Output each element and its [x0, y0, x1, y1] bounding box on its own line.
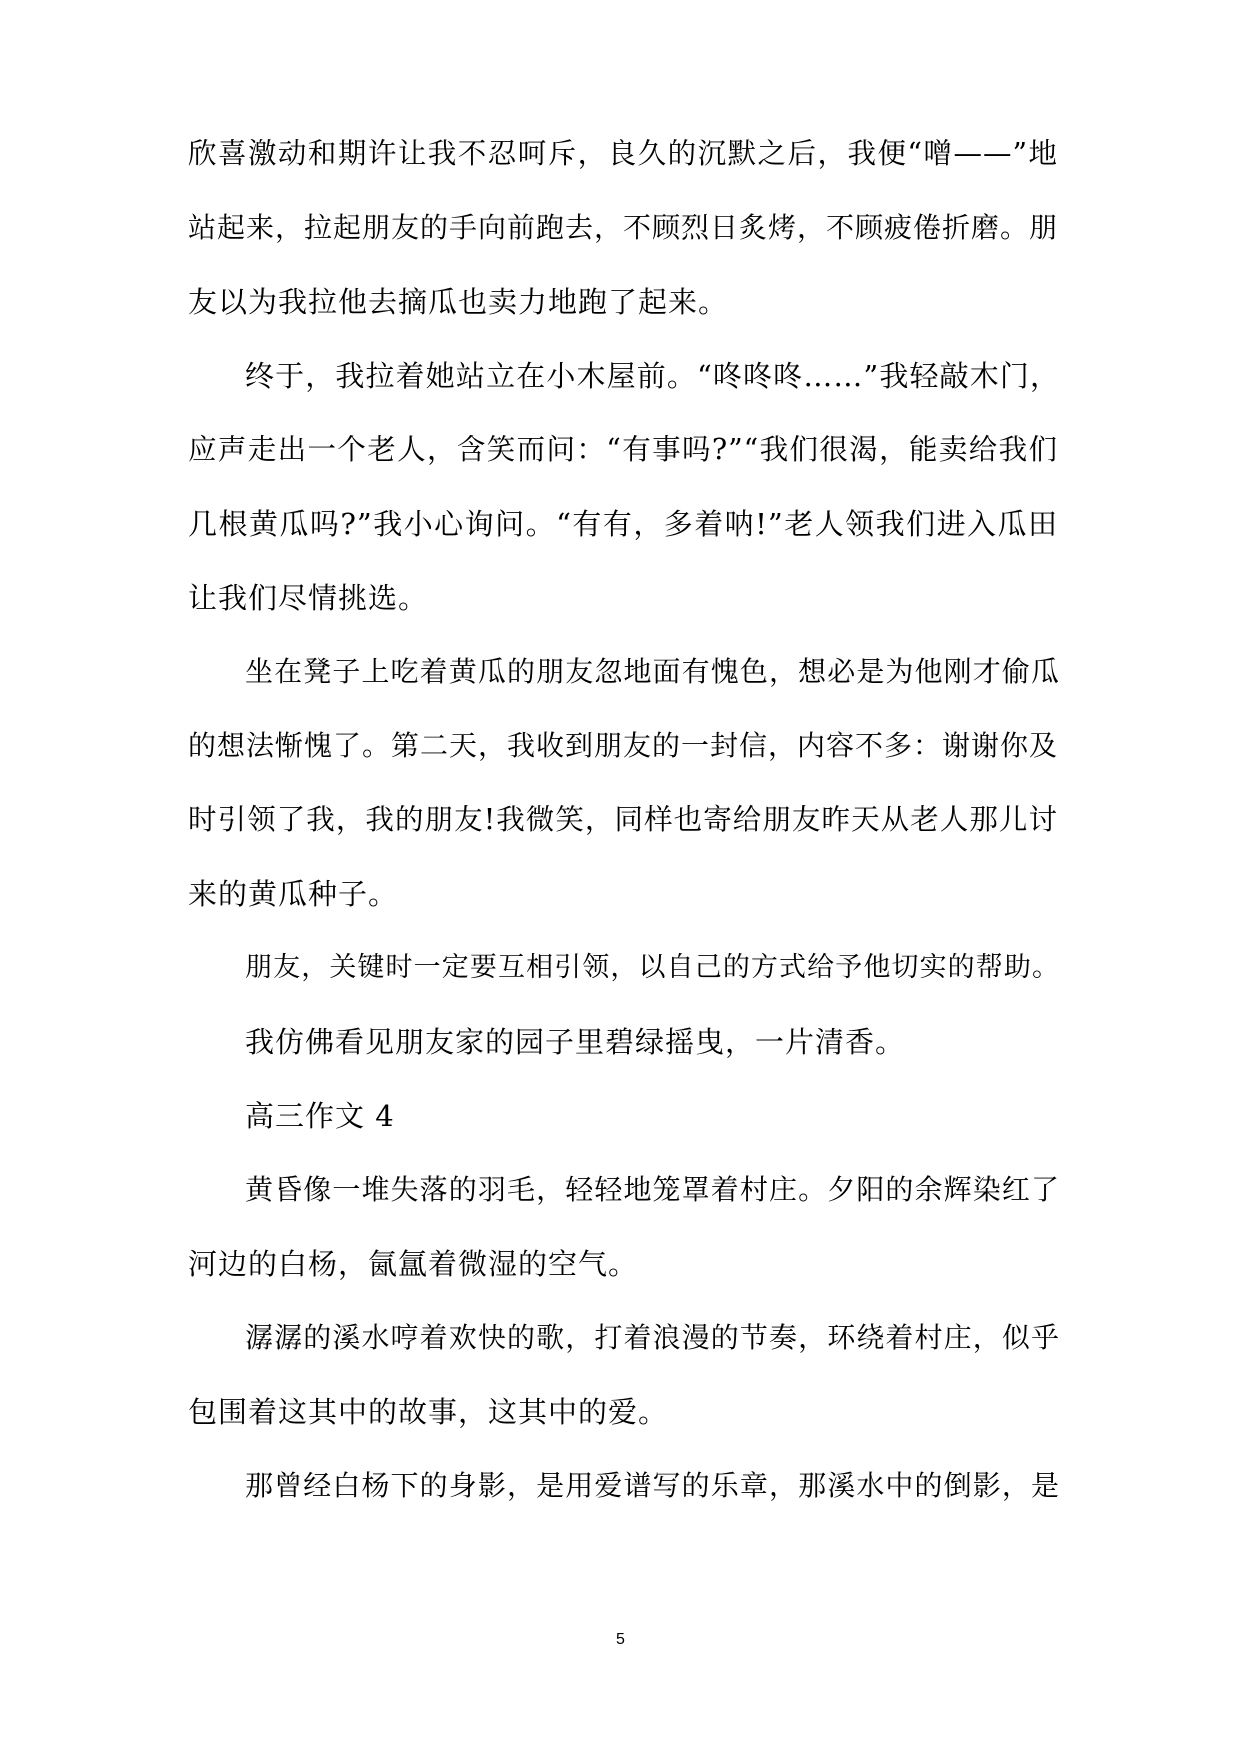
text-line: 欣喜激动和期许让我不忍呵斥，良久的沉默之后，我便“噌——”地: [188, 137, 1058, 170]
text-line: 来的黄瓜种子。: [188, 877, 399, 911]
text-line: 站起来，拉起朋友的手向前跑去，不顾烈日炙烤，不顾疲倦折磨。朋: [188, 211, 1059, 244]
text-line: 友以为我拉他去摘瓜也卖力地跑了起来。: [188, 285, 729, 319]
page-number: 5: [616, 1631, 625, 1648]
text-line: 河边的白杨，氤氲着微湿的空气。: [188, 1247, 639, 1281]
text-line: 让我们尽情挑选。: [188, 581, 429, 615]
text-line: 包围着这其中的故事，这其中的爱。: [188, 1395, 669, 1429]
text-line: 黄昏像一堆失落的羽毛，轻轻地笼罩着村庄。夕阳的余辉染红了: [245, 1173, 1060, 1206]
section-heading: 高三作文 4: [245, 1099, 395, 1133]
text-line: 我仿佛看见朋友家的园子里碧绿摇曳，一片清香。: [245, 1025, 906, 1059]
text-line: 时引领了我，我的朋友!我微笑，同样也寄给朋友昨天从老人那儿讨: [188, 803, 1058, 836]
text-line: 终于，我拉着她站立在小木屋前。“咚咚咚……”我轻敲木门，: [245, 359, 1060, 393]
text-line: 坐在凳子上吃着黄瓜的朋友忽地面有愧色，想必是为他刚才偷瓜: [245, 655, 1060, 688]
text-line: 潺潺的溪水哼着欢快的歌，打着浪漫的节奏，环绕着村庄，似乎: [245, 1321, 1060, 1354]
text-line: 朋友，关键时一定要互相引领，以自己的方式给予他切实的帮助。: [245, 952, 1060, 983]
text-line: 应声走出一个老人，含笑而问：“有事吗?”“我们很渴，能卖给我们: [188, 433, 1058, 466]
text-line: 那曾经白杨下的身影，是用爱谱写的乐章，那溪水中的倒影，是: [245, 1469, 1060, 1502]
text-line: 的想法惭愧了。第二天，我收到朋友的一封信，内容不多：谢谢你及: [188, 729, 1059, 762]
text-line: 几根黄瓜吗?”我小心询问。“有有，多着呐!”老人领我们进入瓜田: [188, 507, 1058, 541]
